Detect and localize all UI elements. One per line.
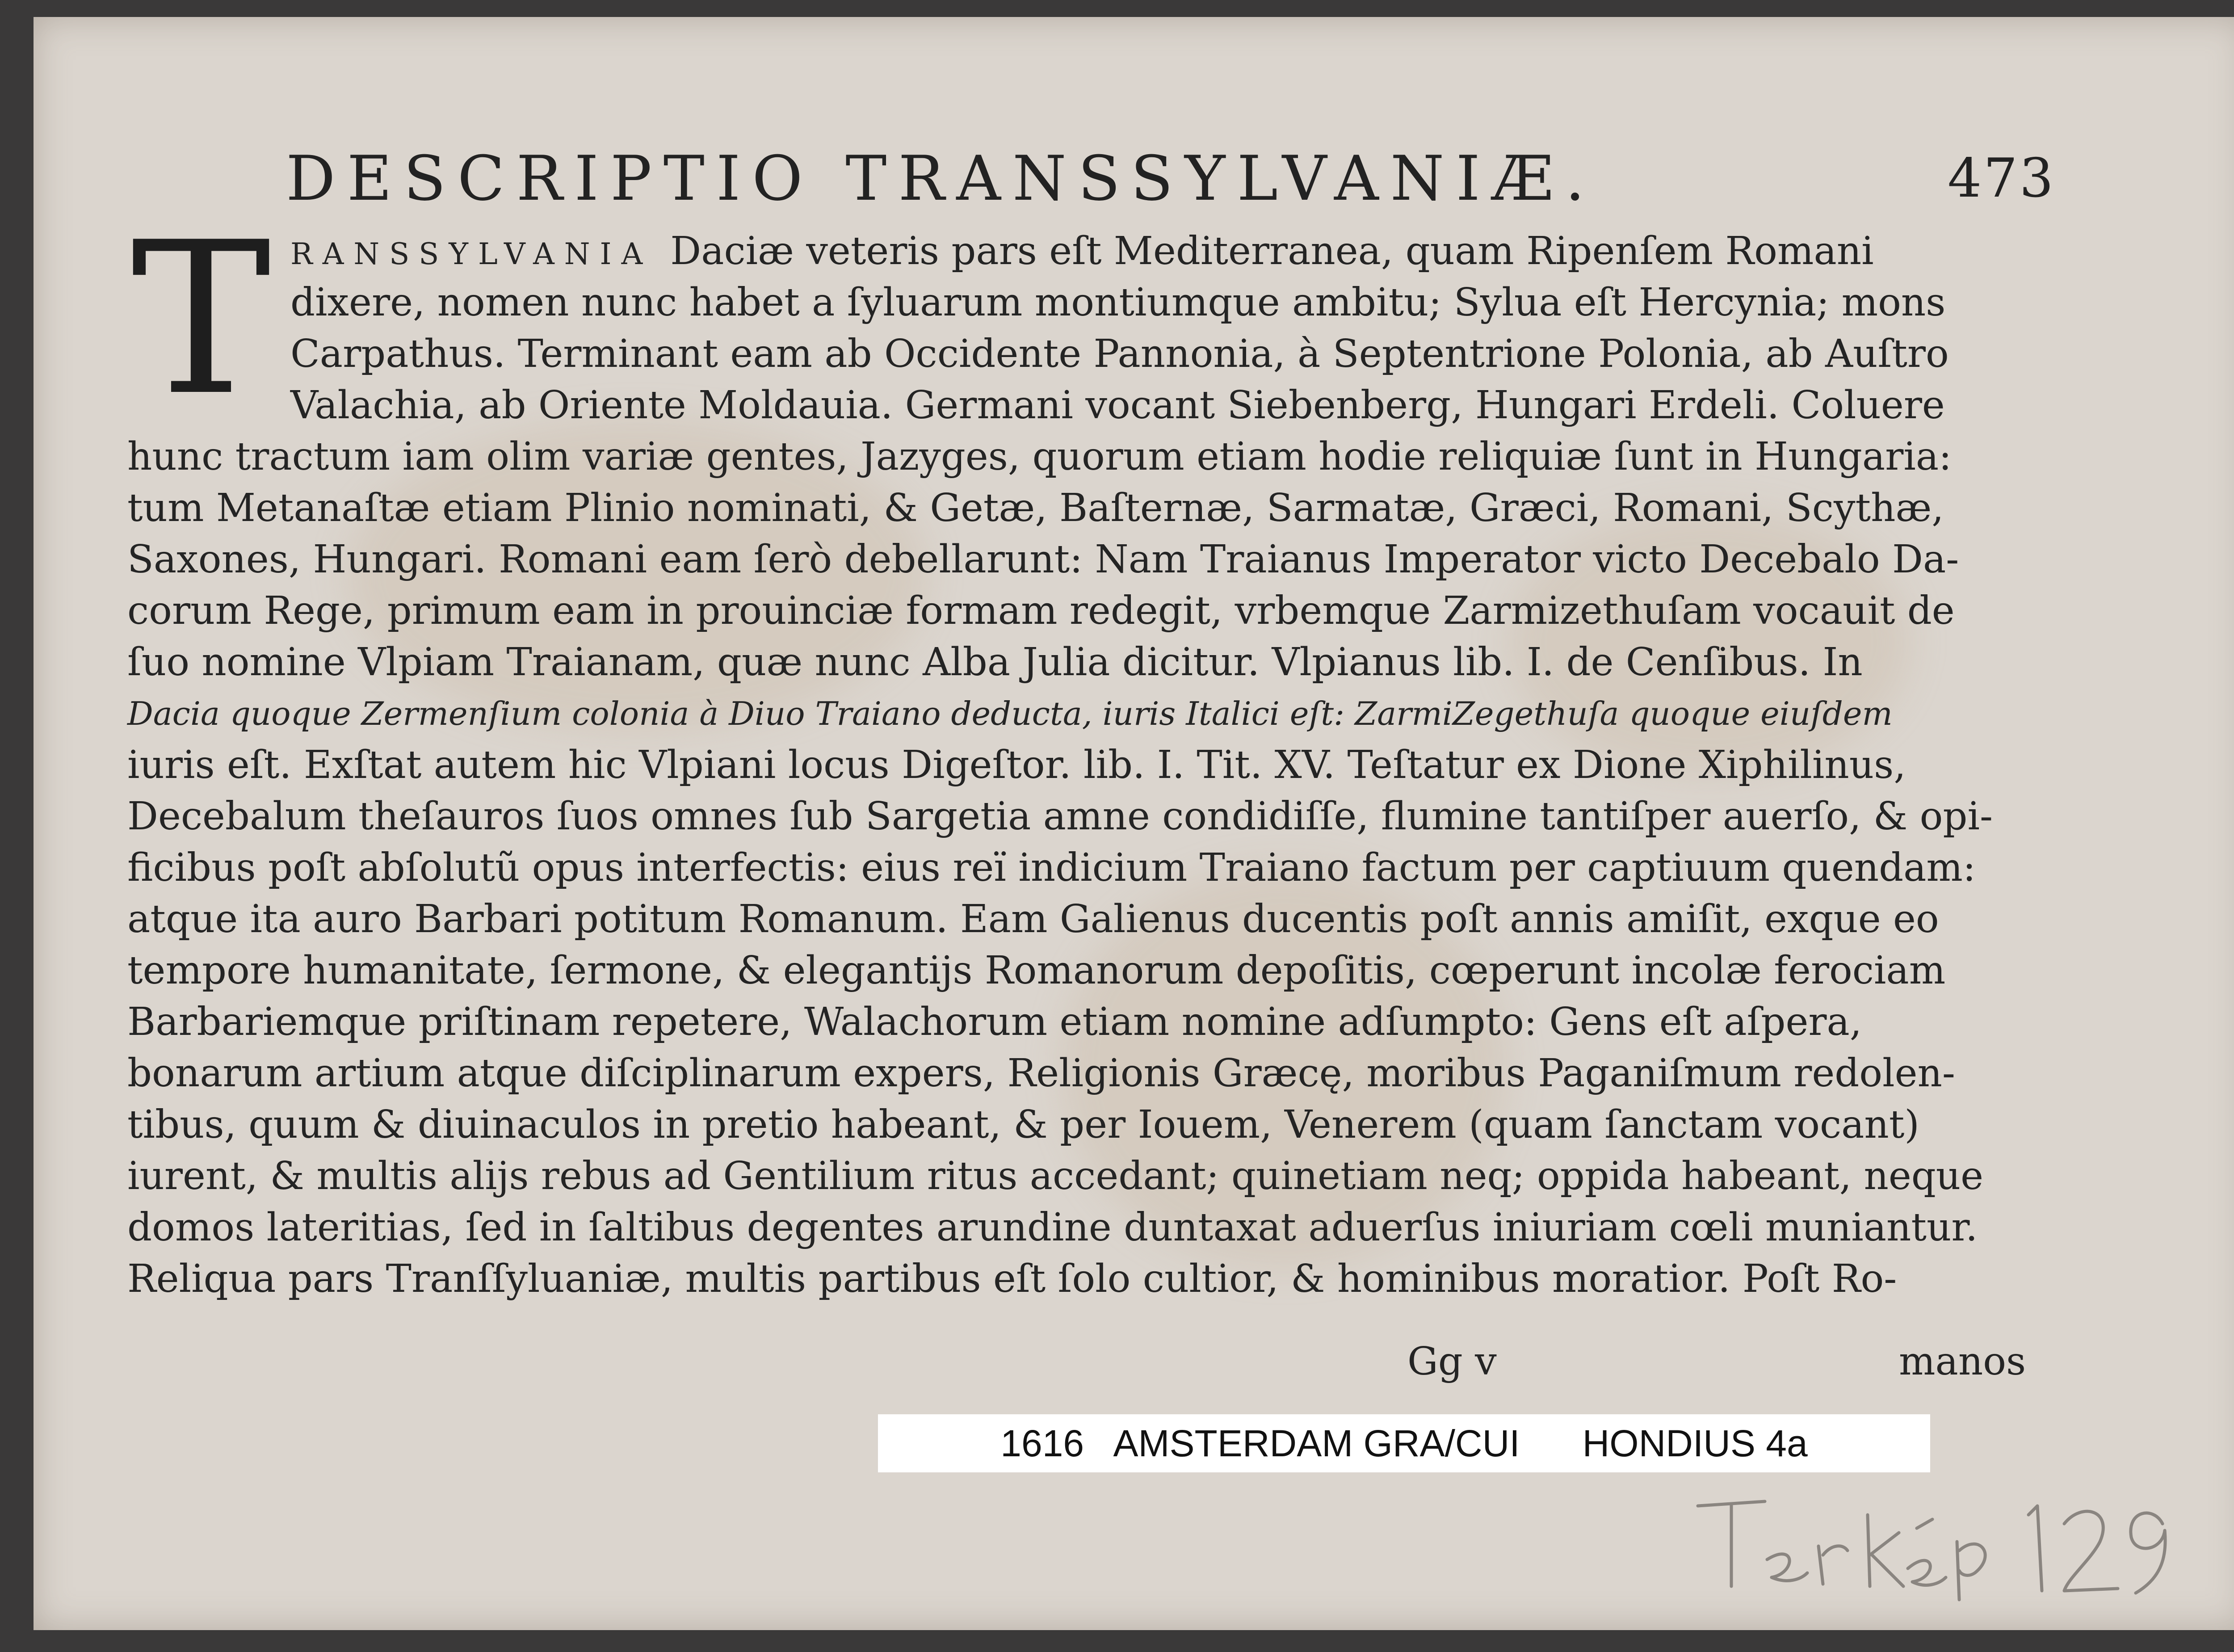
text-line: Decebalum theſauros ſuos omnes ſub Sargetia amne condidiſſe, flumine tantiſper auerſo, & opi- [127, 794, 1993, 839]
text-line: tum Metanaſtæ etiam Plinio nominati, & Getæ, Baſternæ, Sarmatæ, Græci, Romani, Scythæ, [127, 486, 1944, 530]
catchword: manos [1899, 1339, 2026, 1384]
page-title: DESCRIPTIO TRANSSYLVANIÆ. [286, 143, 1596, 214]
text-line: Carpathus. Terminant eam ab Occidente Pannonia, à Septentrione Polonia, ab Auſtro [290, 332, 1949, 376]
text-line: dixere, nomen nunc habet a ſyluarum montiumque ambitu; Sylua eſt Hercynia; mons [290, 280, 1946, 325]
text-line: corum Rege, primum eam in prouinciæ formam redegit, vrbemque Zarmizethuſam vocauit de [127, 588, 1955, 633]
text-line: hunc tractum iam olim variæ gentes, Jazyges, quorum etiam hodie reliquiæ ſunt in Hungaria: [127, 434, 1952, 479]
text-line: ficibus poſt abſolutũ opus interfectis: eius reï indicium Traiano factum per captiuum quendam: [127, 845, 1976, 890]
line-text: Daciæ veteris pars eſt Mediterranea, quam Ripenſem Romani [670, 229, 1874, 273]
text-line: tibus, quum & diuinaculos in pretio habeant, & per Iouem, Venerem (quam ſanctam vocant) [127, 1102, 1919, 1147]
text-line: Reliqua pars Tranſſyluaniæ, multis partibus eſt ſolo cultior, & hominibus moratior. Poſt Ro- [127, 1257, 1897, 1301]
archive-label: 1616 AMSTERDAM GRA/CUI HONDIUS 4a [878, 1414, 1930, 1472]
text-line: tempore humanitate, ſermone, & elegantijs Romanorum depoſitis, cœperunt incolæ ferociam [127, 948, 1946, 993]
pencil-annotation [1689, 1488, 2180, 1604]
drop-cap: T [131, 197, 271, 441]
lead-in-caps: RANSSYLVANIA [290, 237, 653, 271]
text-line-italic: Dacia quoque Zermenſium colonia à Diuo Traiano deducta, iuris Italici eſt: ZarmiZegethuſa quoque eiuſdem [127, 695, 1893, 732]
text-line: bonarum artium atque diſciplinarum expers, Religionis Græcę, moribus Paganiſmum redolen- [127, 1051, 1955, 1096]
text-line [290, 226, 1874, 277]
page-number: 473 [1947, 147, 2055, 210]
text-line: iuris eſt. Exſtat autem hic Vlpiani locus Digeſtor. lib. I. Tit. XV. Teſtatur ex Dione Xiphilinus, [127, 743, 1906, 787]
text-line: Valachia, ab Oriente Moldauia. Germani vocant Siebenberg, Hungari Erdeli. Coluere [290, 383, 1945, 428]
signature-mark: Gg v [1407, 1339, 1497, 1384]
text-line: atque ita auro Barbari potitum Romanum. Eam Galienus ducentis poſt annis amiſit, exque eo [127, 897, 1939, 942]
text-line: ſuo nomine Vlpiam Traianam, quæ nunc Alba Julia dicitur. Vlpianus lib. I. de Cenſibus. In [127, 640, 1863, 685]
page-header [286, 134, 2055, 223]
text-line: Barbariemque priſtinam repetere, Walachorum etiam nomine adſumpto: Gens eſt aſpera, [127, 1000, 1862, 1044]
text-line: domos lateritias, ſed in ſaltibus degentes arundine duntaxat aduerſus iniuriam cœli muniantur. [127, 1205, 1978, 1250]
text-line: Saxones, Hungari. Romani eam ſerò debellarunt: Nam Traianus Imperator victo Decebalo Da- [127, 537, 1959, 582]
text-line: iurent, & multis alijs rebus ad Gentilium ritus accedant; quinetiam neq; oppida habeant, neque [127, 1154, 1984, 1198]
